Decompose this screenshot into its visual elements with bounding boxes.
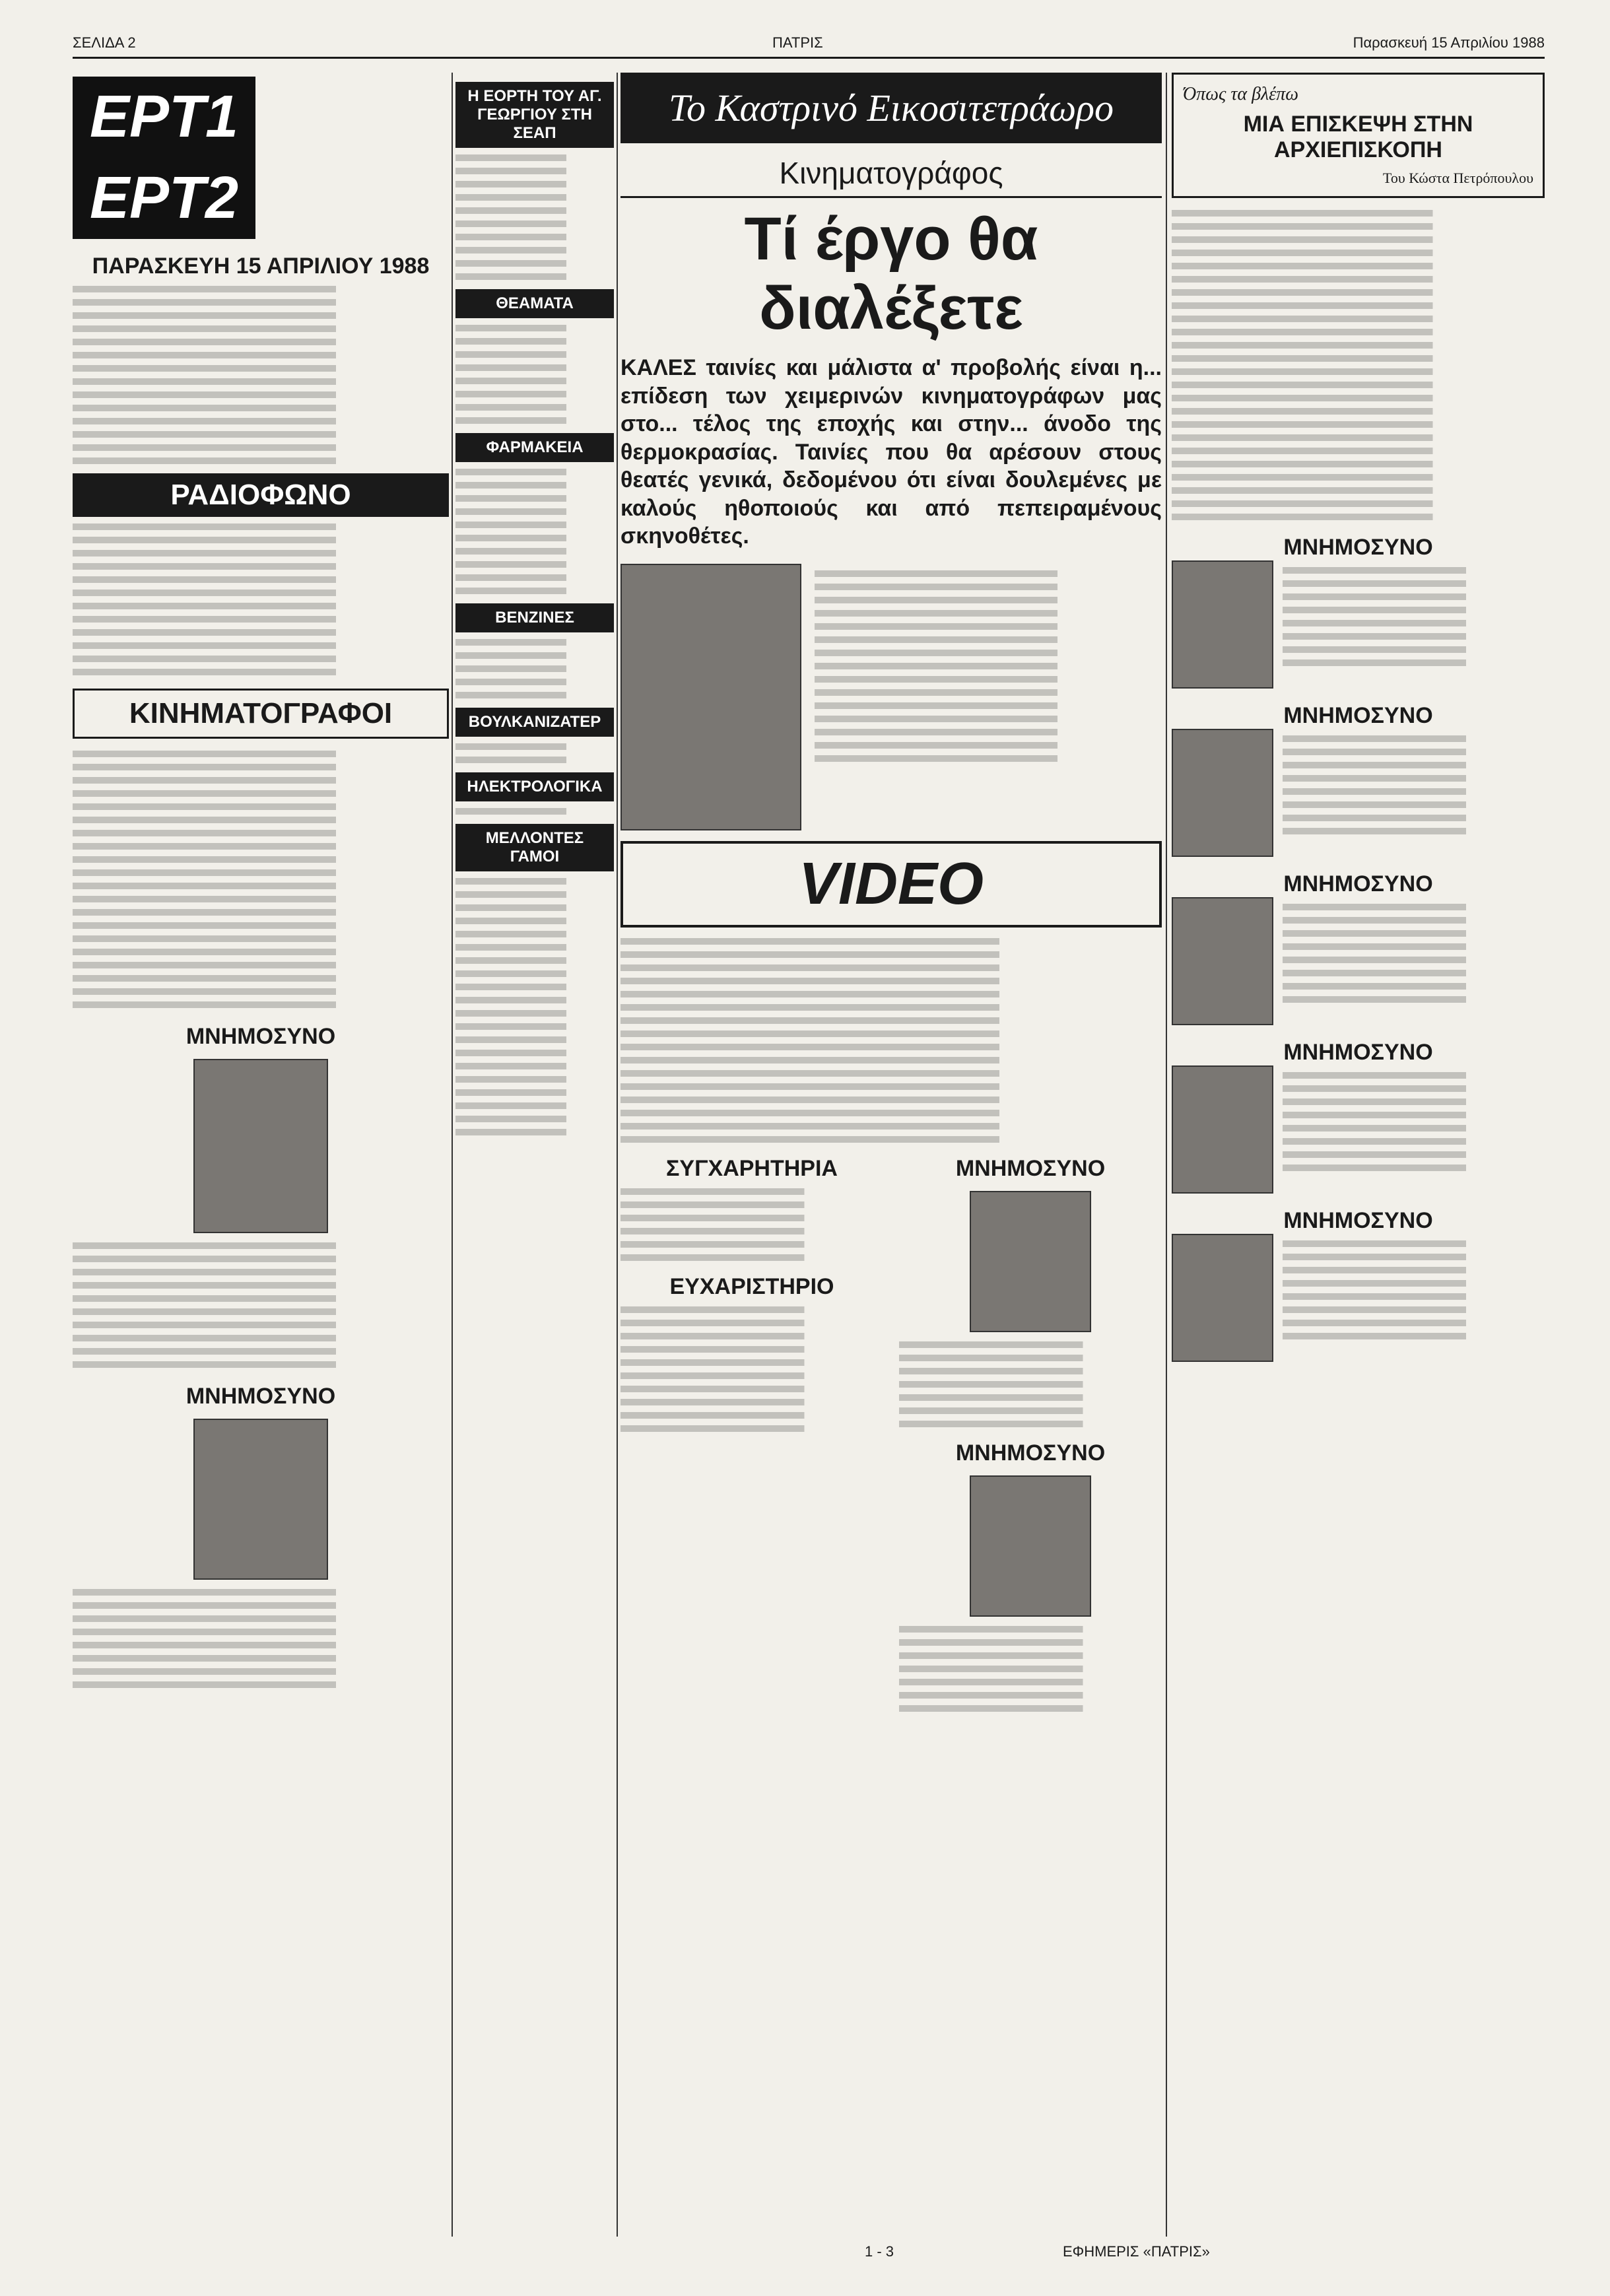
memorial-photo [970, 1475, 1091, 1617]
pharmacies-text [455, 469, 614, 594]
page-code: 1 - 3 [865, 2243, 894, 2260]
services-column [455, 73, 614, 2237]
memorial-photo [1172, 897, 1273, 1025]
pharmacies-title: ΦΑΡΜΑΚΕΙΑ [455, 433, 614, 462]
page-number: ΣΕΛΙΔΑ 2 [73, 34, 136, 51]
cinemas-title: ΚΙΝΗΜΑΤΟΓΡΑΦΟΙ [73, 689, 449, 739]
header-rule [73, 57, 1545, 59]
column-rule [617, 73, 618, 2237]
article-lede: ΚΑΛΕΣ ταινίες και μάλιστα α' προβολής είναι η... επίδεση των χειμερινών κινηματογράφων μας στο... τέλος της εποχής και στην... άνοδο της θερμοκρασίας. Ταινίες που θα αρέσουν στους θεατές γενικά, δεδομένου ότι είναι δουλεμένες με καλούς ηθοποιούς και από πεπειραμένους σκηνοθέτες. [621, 355, 1162, 549]
memorial-text [73, 1242, 449, 1368]
memorial-title: ΜΝΗΜΟΣΥΝΟ [185, 1384, 336, 1409]
memorial-text [1283, 560, 1545, 689]
page-footer [73, 2243, 1545, 2270]
masthead: ΠΑΤΡΙΣ [772, 34, 823, 51]
radio-title: ΡΑΔΙΟΦΩΝΟ [73, 473, 449, 517]
feast-text [455, 154, 614, 280]
electrician-text [455, 808, 614, 815]
memorial-text [899, 1341, 1162, 1427]
memorial-title: ΜΝΗΜΟΣΥΝΟ [185, 1024, 336, 1049]
opinion-text [1172, 210, 1545, 520]
congrats-title: ΣΥΓΧΑΡΗΤΗΡΙΑ [666, 1155, 838, 1181]
weddings-text [455, 878, 614, 1135]
tv-date-title: ΠΑΡΑΣΚΕΥΗ 15 ΑΠΡΙΛΙΟΥ 1988 [92, 253, 430, 279]
video-text [621, 938, 1162, 1143]
opinion-column [1172, 73, 1545, 2237]
radio-listings [73, 523, 449, 675]
memorial-photo [1172, 560, 1273, 689]
memorial-text [1283, 1065, 1545, 1194]
opinion-kicker: Όπως τα βλέπω [1183, 84, 1298, 104]
shows-text [455, 325, 614, 424]
opinion-box [1172, 73, 1545, 198]
publisher-name: ΕΦΗΜΕΡΙΣ «ΠΑΤΡΙΣ» [1063, 2243, 1210, 2260]
fuel-text [455, 639, 614, 698]
memorial-text [899, 1626, 1162, 1712]
article-photo [621, 564, 801, 830]
ert2-logo: ΕΡΤ2 [73, 158, 255, 239]
section-title: Κινηματογράφος [621, 155, 1162, 198]
memorial-title: ΜΝΗΜΟΣΥΝΟ [955, 1155, 1106, 1181]
memorial-photo [193, 1059, 328, 1233]
tyres-title: ΒΟΥΛΚΑΝΙΖΑΤΕΡ [455, 708, 614, 737]
ert1-logo: ΕΡΤ1 [73, 77, 255, 158]
tv-radio-column [73, 73, 449, 2237]
tv-listings [73, 286, 449, 464]
column-rule [452, 73, 453, 2237]
memorial-photo [193, 1419, 328, 1580]
cinema-listings [73, 751, 449, 1008]
memorial-photo [1172, 1065, 1273, 1194]
memorial-title: ΜΝΗΜΟΣΥΝΟ [1283, 703, 1433, 728]
memorial-photo [970, 1191, 1091, 1332]
memorial-title: ΜΝΗΜΟΣΥΝΟ [955, 1440, 1106, 1466]
memorial-title: ΜΝΗΜΟΣΥΝΟ [1283, 871, 1433, 896]
memorial-text [1283, 729, 1545, 857]
memorial-title: ΜΝΗΜΟΣΥΝΟ [1283, 535, 1433, 560]
memorial-photo [1172, 729, 1273, 857]
feast-title: Η ΕΟΡΤΗ ΤΟΥ ΑΓ. ΓΕΩΡΓΙΟΥ ΣΤΗ ΣΕΑΠ [455, 82, 614, 148]
issue-date: Παρασκευή 15 Απριλίου 1988 [1353, 34, 1545, 51]
section-strip: Το Καστρινό Εικοσιτετράωρο [621, 73, 1162, 143]
column-rule [1166, 73, 1167, 2237]
opinion-title: ΜΙΑ ΕΠΙΣΚΕΨΗ ΣΤΗΝ ΑΡΧΙΕΠΙΣΚΟΠΗ [1243, 112, 1473, 162]
video-section-title: VIDEO [621, 841, 1162, 928]
memorial-text [1283, 897, 1545, 1025]
congrats-text [621, 1188, 883, 1261]
center-column [621, 73, 1162, 2237]
weddings-title: ΜΕΛΛΟΝΤΕΣ ΓΑΜΟΙ [455, 824, 614, 871]
tyres-text [455, 743, 614, 763]
memorial-text [73, 1589, 449, 1688]
memorial-title: ΜΝΗΜΟΣΥΝΟ [1283, 1208, 1433, 1233]
memorial-photo [1172, 1234, 1273, 1362]
shows-title: ΘΕΑΜΑΤΑ [455, 289, 614, 318]
fuel-title: ΒΕΝΖΙΝΕΣ [455, 603, 614, 632]
memorial-title: ΜΝΗΜΟΣΥΝΟ [1283, 1040, 1433, 1065]
opinion-byline: Του Κώστα Πετρόπουλου [1382, 170, 1533, 186]
thanks-text [621, 1306, 883, 1432]
thanks-title: ΕΥΧΑΡΙΣΤΗΡΙΟ [669, 1273, 834, 1299]
article-text [815, 564, 1162, 830]
electrician-title: ΗΛΕΚΤΡΟΛΟΓΙΚΑ [455, 772, 614, 801]
memorial-text [1283, 1234, 1545, 1362]
page-header [73, 34, 1545, 57]
main-headline: Τί έργο θα διαλέξετε [744, 205, 1038, 342]
